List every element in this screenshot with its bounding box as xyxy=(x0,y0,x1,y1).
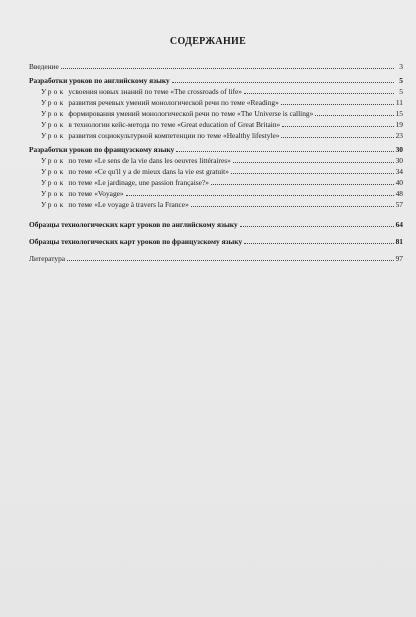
toc-page-number: 34 xyxy=(395,167,403,176)
toc-page-number: 30 xyxy=(395,145,403,154)
toc-lesson-entry xyxy=(29,129,403,140)
dot-leader xyxy=(240,225,394,227)
toc-lesson-entry xyxy=(29,198,403,209)
lesson-title: развития социокультурной компетенции по теме «Healthy lifestyle» xyxy=(68,131,280,140)
toc-entry-text xyxy=(29,131,280,140)
dot-leader xyxy=(282,125,394,127)
toc-section-title: Разработки уроков по английскому языку xyxy=(29,76,170,85)
dot-leader xyxy=(67,259,394,261)
lesson-prefix: Урок xyxy=(41,189,66,198)
toc-lesson-entry xyxy=(29,118,403,129)
toc-entry-literature xyxy=(29,252,403,263)
toc-section-title: Образцы технологических карт уроков по французскому языку xyxy=(29,237,243,246)
lesson-title: по теме «Le sens de la vie dans les oeuvres littéraires» xyxy=(68,156,231,165)
dot-leader xyxy=(233,161,394,163)
dot-leader xyxy=(231,172,394,174)
toc-section-title: Образцы технологических карт уроков по английскому языку xyxy=(29,220,238,229)
lesson-prefix: Урок xyxy=(41,131,66,140)
toc-page-number: 48 xyxy=(395,189,403,198)
toc-lesson-entry xyxy=(29,165,403,176)
toc-entry-text xyxy=(29,98,280,107)
toc-page-number: 5 xyxy=(399,76,403,85)
toc-entry-text xyxy=(29,189,125,198)
lesson-prefix: Урок xyxy=(41,167,66,176)
toc-section-english xyxy=(29,74,403,85)
toc-lesson-entry xyxy=(29,176,403,187)
toc-section-title: Разработки уроков по французскому языку xyxy=(29,145,175,154)
lesson-prefix: Урок xyxy=(41,178,66,187)
toc-page-number: 81 xyxy=(395,237,403,246)
lesson-prefix: Урок xyxy=(41,200,66,209)
lesson-title: усвоения новых знаний по теме «The crossroads of life» xyxy=(68,87,242,96)
toc-entry-text xyxy=(29,156,232,165)
lesson-prefix: Урок xyxy=(41,120,66,129)
dot-leader xyxy=(244,92,394,94)
toc-lesson-entry xyxy=(29,107,403,118)
dot-leader xyxy=(61,67,394,69)
toc-page-number: 57 xyxy=(395,200,403,209)
lesson-title: по теме «Le voyage à travers la France» xyxy=(68,200,189,209)
toc-page-number: 3 xyxy=(399,62,403,71)
toc-page-number: 30 xyxy=(395,156,403,165)
toc-page-number: 5 xyxy=(399,87,403,96)
page-title: СОДЕРЖАНИЕ xyxy=(169,36,247,47)
lesson-title: формирования умений монологической речи по теме «The Universe is calling» xyxy=(68,109,314,118)
toc-entry-text: Литература xyxy=(29,254,66,263)
dot-leader xyxy=(191,205,394,207)
toc-entry-text xyxy=(29,120,281,129)
dot-leader xyxy=(172,81,394,83)
toc-page-number: 64 xyxy=(395,220,403,229)
dot-leader xyxy=(176,150,394,152)
toc-entry-introduction xyxy=(29,60,403,71)
dot-leader xyxy=(281,136,394,138)
toc-page-number: 15 xyxy=(395,109,403,118)
toc-entry-text: Введение xyxy=(29,62,59,71)
toc-section-english-cards xyxy=(29,218,403,229)
toc-entry-text xyxy=(29,87,243,96)
toc-page-number: 19 xyxy=(395,120,403,129)
toc-entry-text xyxy=(29,178,210,187)
lesson-prefix: Урок xyxy=(41,98,66,107)
toc-entry-text xyxy=(29,109,314,118)
dot-leader xyxy=(126,194,394,196)
lesson-prefix: Урок xyxy=(41,87,66,96)
lesson-title: в технологии кейс-метода по теме «Great education of Great Britain» xyxy=(68,120,281,129)
lesson-title: по теме «Ce qu'il y a de mieux dans la vie est gratuit» xyxy=(68,167,229,176)
toc-page-number: 40 xyxy=(395,178,403,187)
toc-lesson-entry xyxy=(29,85,403,96)
lesson-title: развития речевых умений монологической речи по теме «Reading» xyxy=(68,98,279,107)
toc-lesson-entry xyxy=(29,154,403,165)
lesson-prefix: Урок xyxy=(41,109,66,118)
toc-page-number: 11 xyxy=(395,98,403,107)
dot-leader xyxy=(281,103,394,105)
toc-lesson-entry xyxy=(29,187,403,198)
lesson-title: по теме «Voyage» xyxy=(68,189,124,198)
toc-entry-text xyxy=(29,167,230,176)
dot-leader xyxy=(315,114,394,116)
toc-lesson-entry xyxy=(29,96,403,107)
dot-leader xyxy=(211,183,394,185)
toc-page-number: 97 xyxy=(395,254,403,263)
lesson-prefix: Урок xyxy=(41,156,66,165)
toc-section-french xyxy=(29,143,403,154)
toc-entry-text xyxy=(29,200,190,209)
toc-page-number: 23 xyxy=(395,131,403,140)
lesson-title: по теме «Le jardinage, une passion française?» xyxy=(68,178,209,187)
toc-section-french-cards xyxy=(29,235,403,246)
dot-leader xyxy=(244,242,394,244)
